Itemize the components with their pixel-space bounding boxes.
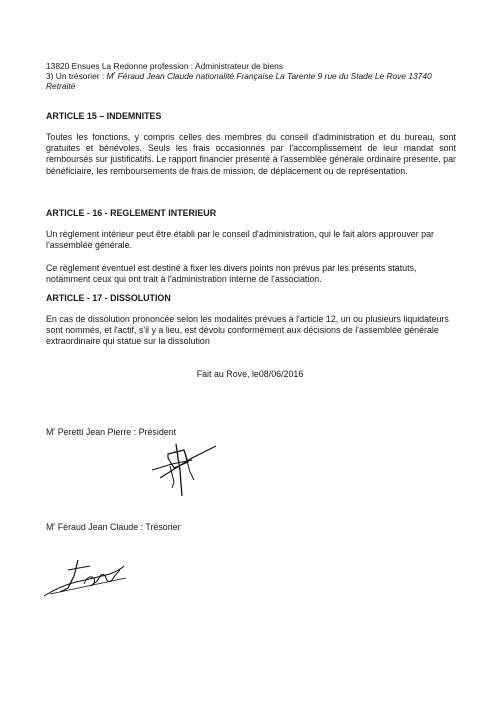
president-title-m: M (46, 427, 54, 437)
treasurer-name-text: Féraud Jean Claude : Trésorier (55, 522, 181, 532)
article-16-paragraph-2: Ce règlement éventuel est destiné à fixer les divers points non prévus par les présents statuts, notamment ceux qui ont trait à l'administration interne de l'association. (46, 263, 417, 285)
article-16-title: ARTICLE - 16 - REGLEMENT INTERIEUR (46, 208, 217, 218)
place-date-text: Fait au Rove, le08/06/2016 (196, 369, 304, 379)
article-15-title: ARTICLE 15 – INDEMNITES (46, 111, 162, 121)
treasurer-occupation-text: Retraité (46, 81, 76, 91)
president-name-text: Peretti Jean Pierre : Président (55, 427, 177, 437)
treasurer-title-sup: r (113, 71, 116, 78)
treasurer-details-text: Féraud Jean Claude nationalité Française La Tarente 9 rue du Stade Le Rove 13740 (115, 71, 432, 81)
president-title-sup: r (53, 427, 56, 434)
article-15-paragraph: Toutes les fonctions, y compris celles des membres du conseil d'administration et du bureau, sont gratuites et bénévoles. Seuls les frais occasionnés par l'accomplissement de leur mandat sont remboursés sur justificatifs. Le rapport financier présenté à l'assemblée générale ordinaire présente, par bénéficiaire, les remboursements de frais de mission, de déplacement ou de représentation. (46, 132, 456, 176)
treasurer-label-m: M (46, 522, 54, 532)
treasurer-title-m: M (106, 71, 114, 81)
treasurer-label (46, 522, 181, 533)
header-address-text: 13820 Ensues La Redonne profession : Administrateur de biens (46, 61, 283, 71)
signature-treasurer-icon (38, 556, 138, 600)
treasurer-label-sup: r (53, 522, 56, 529)
signature-president-icon (148, 440, 218, 498)
article-17-paragraph: En cas de dissolution prononcée selon les modalités prévues à l'article 12, un ou plusieurs liquidateurs sont nommés, et l'actif, s'il y a lieu, est dévolu conformément aux décisions de l'assemblée générale extraordinaire qui statue sur la dissolution (46, 314, 449, 347)
president-label (46, 427, 176, 438)
article-17-title: ARTICLE - 17 - DISSOLUTION (46, 293, 171, 303)
treasurer-intro-text: 3) Un trésorier : (46, 71, 107, 81)
article-16-paragraph-1: Un règlement intérieur peut être établi par le conseil d'administration, qui le fait alors approuver par l'assemblée générale. (46, 229, 434, 251)
treasurer-title-text (107, 71, 432, 81)
header-line-3 (46, 81, 456, 92)
